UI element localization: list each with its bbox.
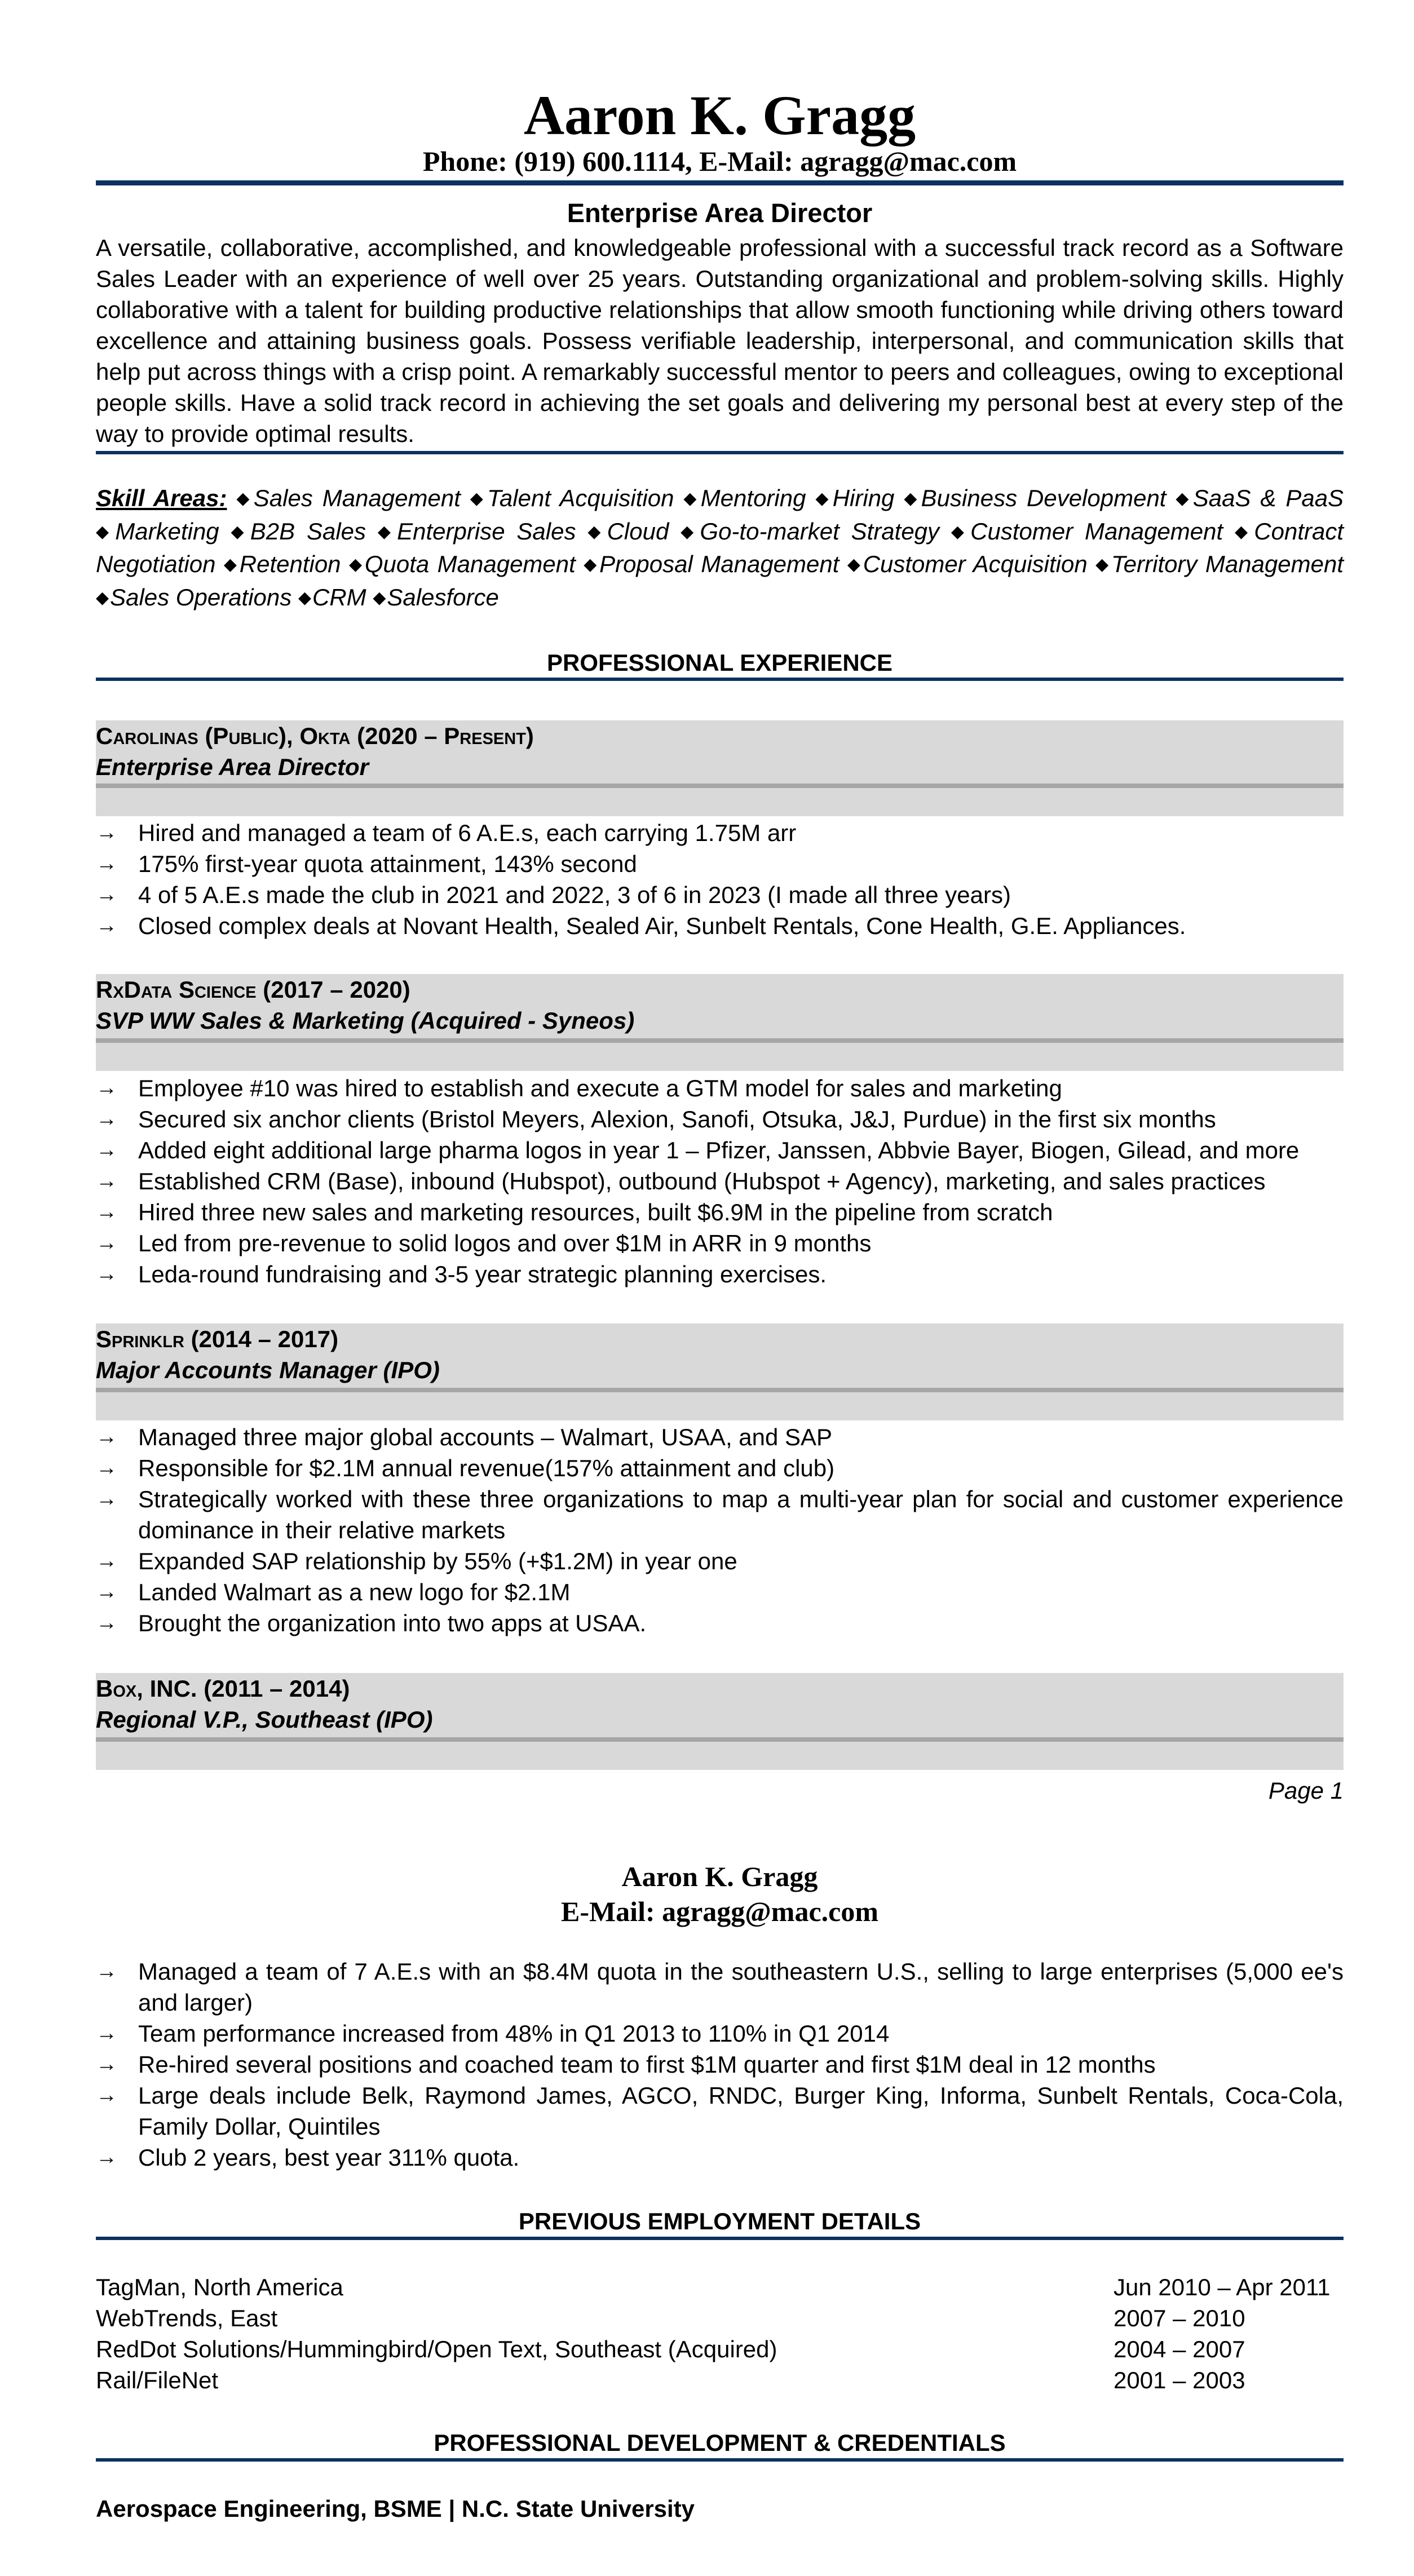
- skill-item: [349, 551, 576, 577]
- skill-areas: [96, 482, 1344, 614]
- diamond-icon: ◆: [847, 555, 862, 574]
- education-entry: Aerospace Engineering, BSME | N.C. State University: [96, 2495, 695, 2522]
- job-title: Regional V.P., Southeast (IPO): [96, 1706, 433, 1733]
- bullet-text: Secured six anchor clients (Bristol Meyers, Alexion, Sanofi, Otsuka, J&J, Purdue) in the first six months: [138, 1106, 1216, 1132]
- skill-label: Quota Management: [364, 551, 576, 577]
- skill-item: [681, 518, 939, 545]
- employment-dates: 2007 – 2010: [1113, 2305, 1245, 2331]
- bullet-text: 175% first-year quota attainment, 143% second: [138, 851, 637, 877]
- job-header: [96, 1673, 1344, 1741]
- skill-areas-label: Skill Areas:: [96, 485, 227, 511]
- skill-label: Salesforce: [387, 583, 499, 610]
- bullet-item: [96, 910, 1344, 941]
- bullet-item: [96, 1956, 1344, 2018]
- arrow-right-icon: →: [96, 1456, 117, 1480]
- job-title: Enterprise Area Director: [96, 754, 369, 780]
- arrow-right-icon: →: [96, 1549, 117, 1573]
- section-title-experience: PROFESSIONAL EXPERIENCE: [546, 649, 893, 676]
- bullet-item: [96, 2142, 1344, 2173]
- bullet-text: Hired three new sales and marketing resources, built $6.9M in the pipeline from scratch: [138, 1199, 1053, 1225]
- bullet-text: Closed complex deals at Novant Health, Sealed Air, Sunbelt Rentals, Cone Health, G.E. Appliances.: [138, 913, 1186, 939]
- skill-item: [1176, 485, 1344, 511]
- skill-label: Cloud: [607, 517, 669, 545]
- diamond-icon: ◆: [96, 522, 114, 541]
- bullet-text: Strategically worked with these three organizations to map a multi-year plan for social and customer experience dominance in their relative markets: [138, 1486, 1344, 1543]
- skill-label: Mentoring: [700, 485, 806, 511]
- arrow-right-icon: →: [96, 2083, 117, 2107]
- page-number: Page 1: [1268, 1777, 1344, 1804]
- skill-item: [1095, 551, 1344, 577]
- previous-employment-list: [96, 2272, 1344, 2396]
- skill-item: [470, 485, 674, 511]
- diamond-icon: ◆: [231, 522, 249, 541]
- bullet-item: [96, 2049, 1344, 2080]
- arrow-right-icon: →: [96, 821, 117, 844]
- bullet-text: Re-hired several positions and coached team to first $1M quarter and first $1M deal in 12 months: [138, 2051, 1156, 2078]
- skill-item: [373, 584, 499, 610]
- job-title: SVP WW Sales & Marketing (Acquired - Syneos): [96, 1007, 635, 1034]
- bullet-text: Leda-round fundraising and 3-5 year strategic planning exercises.: [138, 1261, 827, 1287]
- diamond-icon: ◆: [470, 489, 487, 508]
- job-title: Major Accounts Manager (IPO): [96, 1357, 440, 1383]
- bullet-text: Established CRM (Base), inbound (Hubspot), outbound (Hubspot + Agency), marketing, and sales practices: [138, 1168, 1266, 1194]
- job-divider: [96, 784, 1344, 788]
- skill-item: [96, 518, 219, 545]
- bullet-item: [96, 1104, 1344, 1135]
- employment-row: [96, 2272, 1344, 2303]
- diamond-icon: ◆: [1235, 522, 1253, 541]
- skill-label: CRM: [312, 583, 366, 610]
- summary-paragraph: A versatile, collaborative, accomplished, and knowledgeable professional with a successful track record as a Software Sales Leader with an experience of well over 25 years. Outstanding organizational and problem-solving skills. Highly collaborative with a talent for building productive relationships that allow smooth functioning while driving others toward excellence and attaining business goals. Possess verifiable leadership, interpersonal, and communication skills that help put across things with a crisp point. A remarkably successful mentor to peers and colleagues, owing to exceptional people skills. Have a solid track record in achieving the set goals and delivering my personal best at every step of the way to provide optimal results.: [96, 234, 1344, 447]
- arrow-right-icon: →: [96, 1138, 117, 1162]
- skill-label: Marketing: [115, 517, 219, 545]
- diamond-icon: ◆: [951, 522, 970, 541]
- diamond-icon: ◆: [96, 588, 109, 607]
- section-rule: [96, 678, 1344, 681]
- job-bullets: [96, 1422, 1344, 1639]
- job-bullets: [96, 1956, 1344, 2173]
- job-band: [96, 1043, 1344, 1071]
- resume-name: Aaron K. Gragg: [523, 84, 916, 147]
- diamond-icon: ◆: [373, 588, 386, 607]
- employment-company: RedDot Solutions/Hummingbird/Open Text, Southeast (Acquired): [96, 2336, 777, 2362]
- bullet-item: [96, 1135, 1344, 1166]
- job-header: [96, 720, 1344, 788]
- skill-item: [904, 485, 1166, 511]
- arrow-right-icon: →: [96, 2145, 117, 2169]
- section-rule: [96, 2458, 1344, 2462]
- arrow-right-icon: →: [96, 1262, 117, 1286]
- headline: Enterprise Area Director: [567, 198, 873, 228]
- arrow-right-icon: →: [96, 1076, 117, 1100]
- contact-line: Phone: (919) 600.1114, E-Mail: agragg@mac.com: [422, 145, 1017, 177]
- employment-company: WebTrends, East: [96, 2305, 278, 2331]
- diamond-icon: ◆: [377, 522, 396, 541]
- bullet-item: [96, 2018, 1344, 2049]
- job-divider: [96, 1038, 1344, 1043]
- diamond-icon: ◆: [223, 555, 238, 574]
- arrow-right-icon: →: [96, 2021, 117, 2045]
- diamond-icon: ◆: [298, 588, 312, 607]
- arrow-right-icon: →: [96, 2052, 117, 2076]
- bullet-text: Managed a team of 7 A.E.s with an $8.4M quota in the southeastern U.S., selling to large enterprises (5,000 ee's and larger): [138, 1958, 1344, 2016]
- job-band: [96, 1742, 1344, 1770]
- bullet-text: 4 of 5 A.E.s made the club in 2021 and 2022, 3 of 6 in 2023 (I made all three years): [138, 882, 1011, 908]
- skill-label: Go-to-market Strategy: [700, 517, 940, 545]
- employment-row: [96, 2365, 1344, 2396]
- arrow-right-icon: →: [96, 1959, 117, 1983]
- employment-dates: 2004 – 2007: [1113, 2336, 1245, 2362]
- job-bullets: [96, 817, 1344, 941]
- employment-company: Rail/FileNet: [96, 2367, 219, 2393]
- bullet-item: [96, 848, 1344, 879]
- diamond-icon: ◆: [236, 489, 253, 508]
- skill-item: [951, 518, 1223, 545]
- skill-item: [683, 485, 806, 511]
- skill-item: [815, 485, 894, 511]
- job-header: [96, 974, 1344, 1042]
- bullet-item: [96, 1228, 1344, 1259]
- bullet-item: [96, 1608, 1344, 1639]
- bullet-text: Large deals include Belk, Raymond James, AGCO, RNDC, Burger King, Informa, Sunbelt Rentals, Coca-Cola, Family Dollar, Quintiles: [138, 2082, 1344, 2140]
- arrow-right-icon: →: [96, 1231, 117, 1255]
- job-divider: [96, 1388, 1344, 1392]
- skill-label: Retention: [239, 551, 341, 577]
- job-company: RxData Science (2017 – 2020): [96, 976, 410, 1003]
- job-divider: [96, 1737, 1344, 1742]
- bullet-item: [96, 1166, 1344, 1197]
- bullet-text: Landed Walmart as a new logo for $2.1M: [138, 1579, 571, 1605]
- bullet-item: [96, 1546, 1344, 1577]
- bullet-item: [96, 1259, 1344, 1290]
- arrow-right-icon: →: [96, 1611, 117, 1635]
- employment-company: TagMan, North America: [96, 2274, 343, 2300]
- arrow-right-icon: →: [96, 1107, 117, 1131]
- arrow-right-icon: →: [96, 914, 117, 937]
- skill-item: [298, 584, 366, 610]
- arrow-right-icon: →: [96, 1487, 117, 1511]
- employment-row: [96, 2334, 1344, 2365]
- skill-item: [231, 518, 366, 545]
- page2-name: Aaron K. Gragg: [621, 1861, 818, 1892]
- diamond-icon: ◆: [1095, 555, 1110, 574]
- bullet-text: Brought the organization into two apps at USAA.: [138, 1610, 647, 1636]
- diamond-icon: ◆: [587, 522, 606, 541]
- job-band: [96, 1392, 1344, 1420]
- arrow-right-icon: →: [96, 883, 117, 906]
- bullet-item: [96, 879, 1344, 910]
- bullet-text: Led from pre-revenue to solid logos and over $1M in ARR in 9 months: [138, 1230, 872, 1256]
- job-band: [96, 788, 1344, 816]
- skill-item: [378, 518, 576, 545]
- skill-item: [847, 551, 1088, 577]
- skill-label: Proposal Management: [599, 551, 839, 577]
- bullet-item: [96, 1073, 1344, 1104]
- skill-label: Hiring: [832, 485, 895, 511]
- bullet-text: Expanded SAP relationship by 55% (+$1.2M) in year one: [138, 1548, 737, 1574]
- employment-dates: Jun 2010 – Apr 2011: [1113, 2274, 1331, 2300]
- bullet-item: [96, 1577, 1344, 1608]
- page2-email: E-Mail: agragg@mac.com: [560, 1896, 878, 1927]
- bullet-item: [96, 1197, 1344, 1228]
- arrow-right-icon: →: [96, 1200, 117, 1224]
- skill-label: Contract Negotiation: [96, 517, 1344, 577]
- section-title-previous: PREVIOUS EMPLOYMENT DETAILS: [518, 2208, 921, 2234]
- diamond-icon: ◆: [348, 555, 364, 574]
- summary-rule: [96, 451, 1344, 454]
- skill-item: [96, 584, 291, 610]
- skill-label: Territory Management: [1111, 551, 1344, 577]
- diamond-icon: ◆: [1176, 489, 1192, 508]
- skill-label: SaaS & PaaS: [1192, 485, 1344, 511]
- skill-label: Customer Management: [970, 517, 1223, 545]
- job-company: Carolinas (Public), Okta (2020 – Present): [96, 723, 534, 749]
- job-bullets: [96, 1073, 1344, 1290]
- skill-label: Customer Acquisition: [863, 551, 1088, 577]
- skill-label: Sales Management: [253, 485, 461, 511]
- bullet-text: Hired and managed a team of 6 A.E.s, each carrying 1.75M arr: [138, 820, 797, 846]
- job-header: [96, 1324, 1344, 1391]
- skill-label: B2B Sales: [250, 517, 366, 545]
- skill-item: [587, 518, 669, 545]
- bullet-text: Responsible for $2.1M annual revenue(157% attainment and club): [138, 1455, 835, 1481]
- bullet-text: Managed three major global accounts – Walmart, USAA, and SAP: [138, 1424, 833, 1450]
- diamond-icon: ◆: [584, 555, 599, 574]
- job-company: Sprinklr (2014 – 2017): [96, 1326, 339, 1352]
- arrow-right-icon: →: [96, 1425, 117, 1449]
- skill-item: [584, 551, 839, 577]
- section-rule: [96, 2237, 1344, 2240]
- bullet-text: Team performance increased from 48% in Q1 2013 to 110% in Q1 2014: [138, 2020, 890, 2047]
- bullet-item: [96, 2080, 1344, 2142]
- job-company: Box, INC. (2011 – 2014): [96, 1675, 350, 1702]
- bullet-text: Club 2 years, best year 311% quota.: [138, 2144, 520, 2171]
- bullet-text: Employee #10 was hired to establish and execute a GTM model for sales and marketing: [138, 1075, 1062, 1101]
- bullet-text: Added eight additional large pharma logos in year 1 – Pfizer, Janssen, Abbvie Bayer, Biogen, Gilead, and more: [138, 1137, 1300, 1163]
- skill-item: [236, 485, 460, 511]
- skill-item: [224, 551, 341, 577]
- bullet-item: [96, 1484, 1344, 1546]
- bullet-item: [96, 817, 1344, 848]
- arrow-right-icon: →: [96, 1169, 117, 1193]
- diamond-icon: ◆: [815, 489, 832, 508]
- header-rule: [96, 180, 1344, 185]
- bullet-item: [96, 1422, 1344, 1453]
- skill-label: Sales Operations: [110, 583, 292, 610]
- skill-label: Talent Acquisition: [487, 485, 674, 511]
- employment-row: [96, 2303, 1344, 2334]
- section-title-credentials: PROFESSIONAL DEVELOPMENT & CREDENTIALS: [434, 2429, 1006, 2456]
- diamond-icon: ◆: [683, 489, 700, 508]
- arrow-right-icon: →: [96, 1580, 117, 1604]
- diamond-icon: ◆: [904, 489, 920, 508]
- skill-label: Business Development: [921, 485, 1166, 511]
- employment-dates: 2001 – 2003: [1113, 2367, 1245, 2393]
- arrow-right-icon: →: [96, 852, 117, 875]
- diamond-icon: ◆: [681, 522, 699, 541]
- bullet-item: [96, 1453, 1344, 1484]
- skill-list: [96, 485, 1344, 610]
- skill-label: Enterprise Sales: [397, 517, 576, 545]
